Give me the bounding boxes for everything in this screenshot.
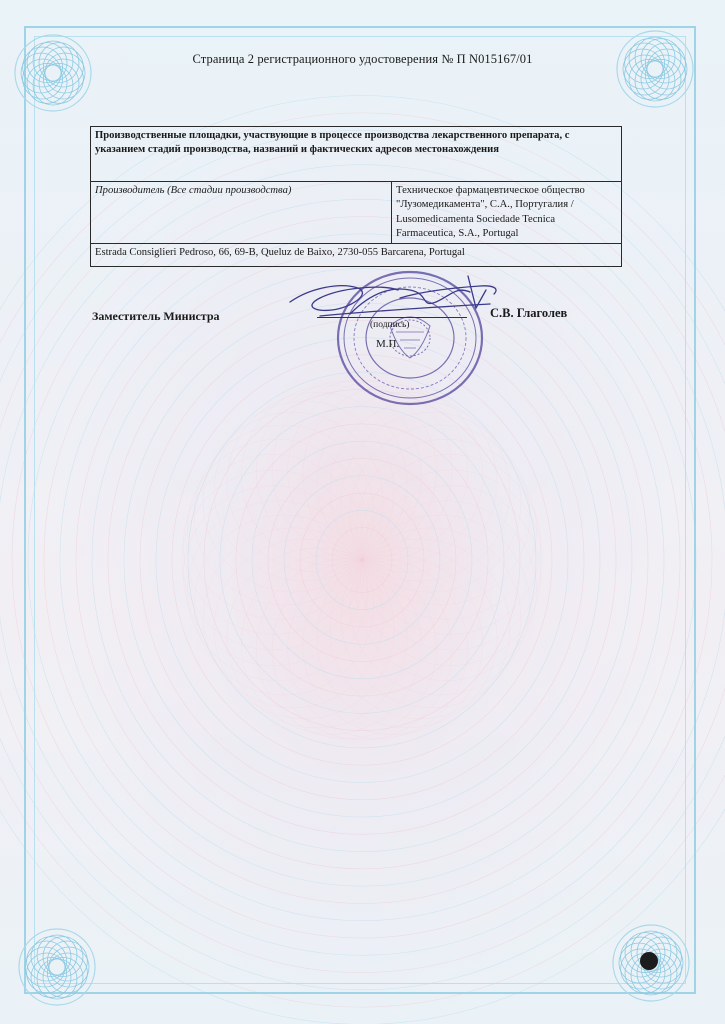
table-row — [91, 127, 622, 182]
corner-ornament-icon — [16, 926, 98, 1008]
corner-ornament-icon — [12, 32, 94, 114]
production-sites-table — [90, 126, 622, 267]
page-header: Страница 2 регистрационного удостоверения № П N015167/01 — [192, 52, 533, 66]
signatory-title: Заместитель Министра — [92, 309, 220, 323]
table-heading: Производственные площадки, участвующие в процессе производства лекарственного препарата, с указанием стадий производства, названий и фактических адресов местонахождения — [91, 127, 622, 182]
signature-caption: (подпись) — [370, 320, 410, 330]
stamp-place-label: М.П. — [376, 338, 400, 350]
address-cell: Estrada Consiglieri Pedroso, 66, 69-B, Queluz de Baixo, 2730-055 Barcarena, Portugal — [91, 244, 622, 267]
signatory-name: С.В. Глаголев — [490, 306, 568, 320]
corner-ornament-icon — [614, 28, 696, 110]
table-row — [91, 182, 622, 244]
production-role-cell: Производитель (Все стадии производства) — [91, 182, 392, 244]
signature-line — [317, 317, 467, 318]
punch-hole — [640, 952, 658, 970]
manufacturer-cell: Техническое фармацевтическое общество "Лузомедикамента", С.А., Португалия / Lusomedicamenta Sociedade Tecnica Farmaceutica, S.A., Portugal — [392, 182, 622, 244]
